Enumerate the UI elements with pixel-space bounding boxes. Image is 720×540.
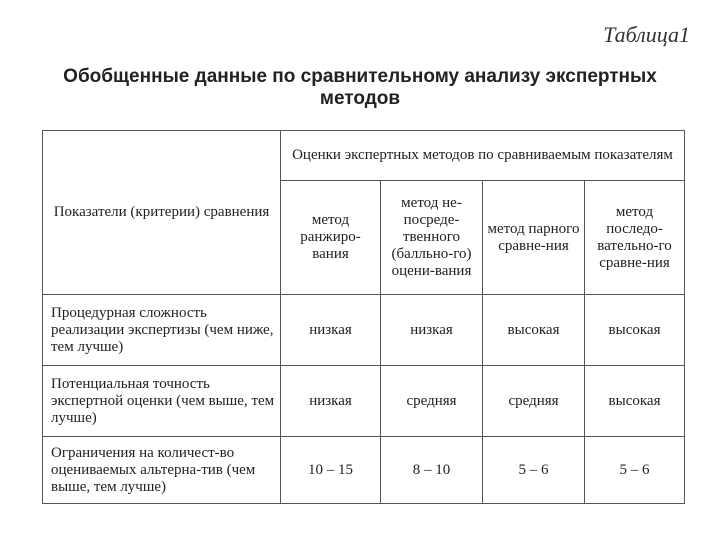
criteria-header: Показатели (критерии) сравнения: [43, 131, 281, 295]
table-row: [43, 295, 685, 366]
table-cell: 5 – 6: [483, 437, 585, 504]
table-cell: высокая: [585, 295, 685, 366]
table-row: [43, 437, 685, 504]
table-cell: 5 – 6: [585, 437, 685, 504]
table-cell: низкая: [381, 295, 483, 366]
table-cell: высокая: [483, 295, 585, 366]
table-cell: низкая: [281, 366, 381, 437]
table-row: [43, 366, 685, 437]
table-cell: 8 – 10: [381, 437, 483, 504]
table-caption: Таблица1: [603, 22, 690, 47]
table-header-row: [43, 131, 685, 181]
row-criterion: Потенциальная точность экспертной оценки (чем выше, тем лучше): [43, 366, 281, 437]
table-cell: высокая: [585, 366, 685, 437]
method-header-3: метод парного сравне-ния: [483, 181, 585, 295]
method-header-4: метод последо-вательно-го сравне-ния: [585, 181, 685, 295]
method-header-1: метод ранжиро-вания: [281, 181, 381, 295]
title-line-1: Обобщенные данные по сравнительному анализу экспертных: [63, 66, 657, 87]
table-cell: низкая: [281, 295, 381, 366]
group-header: Оценки экспертных методов по сравниваемым показателям: [281, 131, 685, 181]
page-title: [40, 66, 680, 110]
table-cell: средняя: [381, 366, 483, 437]
method-header-2: метод не-посреде-твенного (балльно-го) оцени-вания: [381, 181, 483, 295]
table-cell: 10 – 15: [281, 437, 381, 504]
title-line-2: методов: [319, 88, 401, 109]
row-criterion: Процедурная сложность реализации экспертизы (чем ниже, тем лучше): [43, 295, 281, 366]
row-criterion: Ограничения на количест-во оцениваемых альтерна-тив (чем выше, тем лучше): [43, 437, 281, 504]
table-cell: средняя: [483, 366, 585, 437]
comparison-table: [42, 130, 685, 504]
